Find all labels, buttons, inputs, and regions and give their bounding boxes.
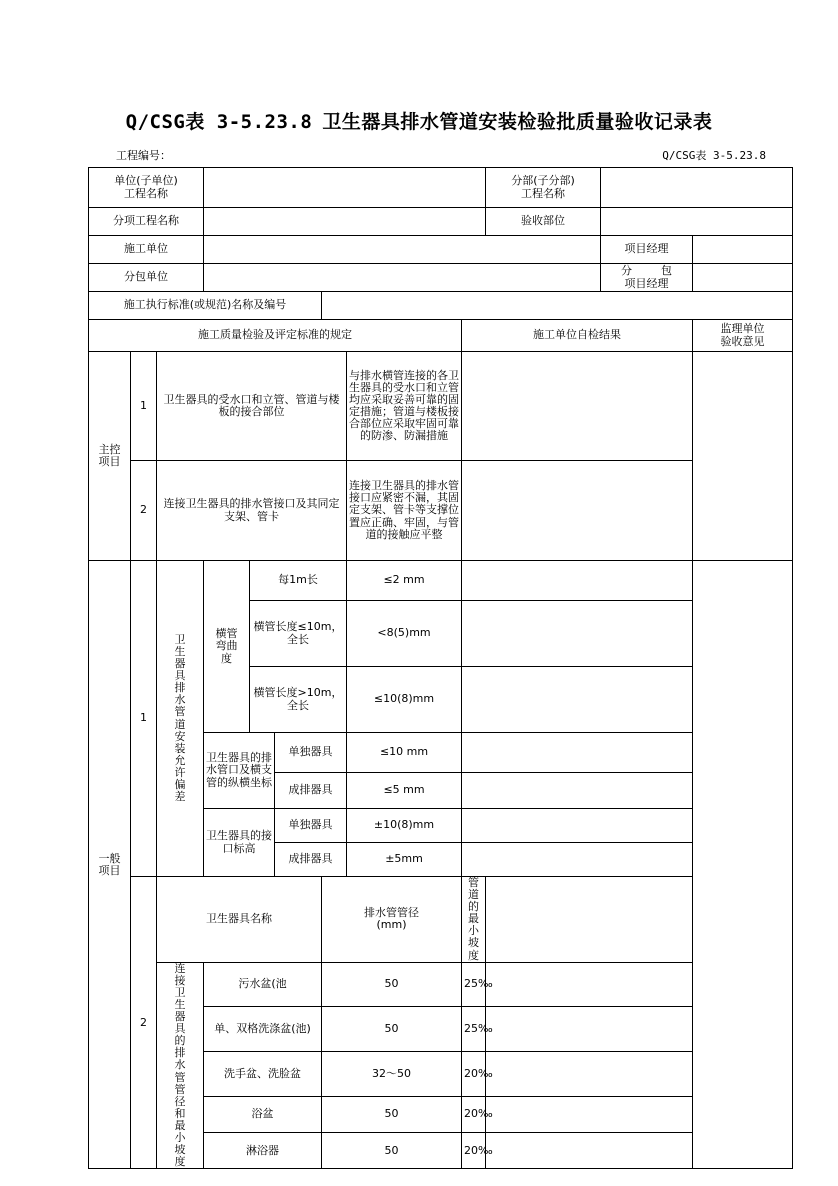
fixture-name: 淋浴器 (204, 1133, 322, 1169)
acceptance-part-field[interactable] (601, 208, 793, 236)
supervision-column-header: 监理单位 验收意见 (693, 320, 793, 352)
fixture-self-check[interactable] (486, 1133, 793, 1169)
fixture-self-check[interactable] (486, 1052, 793, 1097)
main-item-2-requirement: 连接卫生器具的排水管接口应紧密不漏，其固定支架、管卡等支撑位置应正确、牢固，与管道的接触应平整 (347, 461, 462, 561)
per-meter-value: ≤2 mm (347, 561, 462, 601)
slope-column-header: 管道的最小坡度 (462, 877, 486, 963)
coordinate-single-label: 单独器具 (275, 733, 347, 773)
standard-label: 施工执行标准(或规范)名称及编号 (89, 292, 322, 320)
fixture-self-check[interactable] (486, 1007, 793, 1052)
subcontract-unit-label: 分包单位 (89, 264, 204, 292)
unit-project-name-field[interactable] (204, 168, 486, 208)
length-le10-value: <8(5)mm (347, 601, 462, 667)
elevation-single-label: 单独器具 (275, 809, 347, 843)
fixture-column-header: 卫生器具名称 (157, 877, 322, 963)
main-item-2-no: 2 (131, 461, 157, 561)
coordinate-single-value: ≤10 mm (347, 733, 462, 773)
elevation-label: 卫生器具的接口标高 (204, 809, 275, 877)
fixture-self-check[interactable] (486, 962, 793, 1007)
coordinate-single-self-check[interactable] (462, 733, 693, 773)
main-item-1-name: 卫生器具的受水口和立管、管道与楼板的接合部位 (157, 352, 347, 461)
elevation-single-value: ±10(8)mm (347, 809, 462, 843)
coordinate-row-value: ≤5 mm (347, 773, 462, 809)
fixture-diameter: 50 (322, 1096, 462, 1132)
general-item-1-name: 卫生器具排水管道安装允许偏差 (157, 561, 204, 877)
spec-column-header: 施工质量检验及评定标准的规定 (89, 320, 462, 352)
unit-project-name-label: 单位(子单位) 工程名称 (89, 168, 204, 208)
general-item-1-no: 1 (131, 561, 157, 877)
sub-project-manager-label: 分 包 项目经理 (601, 264, 693, 292)
fixture-name: 洗手盆、洗脸盆 (204, 1052, 322, 1097)
main-item-1-requirement: 与排水横管连接的各卫生器具的受水口和立管均应采取妥善可靠的固定措施；管道与楼板接合部位应采取牢固可靠的防渗、防漏措施 (347, 352, 462, 461)
slope-header-self-check[interactable] (486, 877, 793, 963)
length-gt10-self-check[interactable] (462, 667, 693, 733)
fixture-slope: 25‰ (462, 962, 486, 1007)
project-manager-field[interactable] (693, 236, 793, 264)
elevation-row-label: 成排器具 (275, 843, 347, 877)
coordinate-row-self-check[interactable] (462, 773, 693, 809)
length-le10-self-check[interactable] (462, 601, 693, 667)
sub-project-manager-field[interactable] (693, 264, 793, 292)
fixture-slope: 20‰ (462, 1133, 486, 1169)
length-gt10-label: 横管长度>10m，全长 (250, 667, 347, 733)
title-code: Q/CSG表 3-5.23.8 (125, 111, 313, 133)
item-project-name-field[interactable] (204, 208, 486, 236)
construction-unit-field[interactable] (204, 236, 601, 264)
fixture-slope: 20‰ (462, 1052, 486, 1097)
general-item-2-name: 连接卫生器具的排水管管径和最小坡度 (157, 962, 204, 1169)
fixture-slope: 20‰ (462, 1096, 486, 1132)
subcontract-unit-field[interactable] (204, 264, 601, 292)
fixture-name: 单、双格洗涤盆(池) (204, 1007, 322, 1052)
coordinate-label: 卫生器具的排水管口及横支管的纵横坐标 (204, 733, 275, 809)
self-check-column-header: 施工单位自检结果 (462, 320, 693, 352)
acceptance-record-table (88, 167, 793, 1169)
elevation-row-value: ±5mm (347, 843, 462, 877)
title-text: 卫生器具排水管道安装检验批质量验收记录表 (322, 111, 713, 133)
acceptance-part-label: 验收部位 (486, 208, 601, 236)
main-control-label: 主控项目 (89, 352, 131, 561)
general-item-2-no: 2 (131, 877, 157, 1169)
standard-field[interactable] (322, 292, 793, 320)
page-title (0, 107, 838, 134)
sub-project-name-field[interactable] (601, 168, 793, 208)
bend-label: 横管弯曲度 (204, 561, 250, 733)
construction-unit-label: 施工单位 (89, 236, 204, 264)
fixture-diameter: 32～50 (322, 1052, 462, 1097)
item-project-name-label: 分项工程名称 (89, 208, 204, 236)
main-item-2-name: 连接卫生器具的排水管接口及其同定支架、管卡 (157, 461, 347, 561)
main-item-1-no: 1 (131, 352, 157, 461)
fixture-name: 浴盆 (204, 1096, 322, 1132)
fixture-name: 污水盆(池 (204, 962, 322, 1007)
per-meter-self-check[interactable] (462, 561, 693, 601)
project-number-label: 工程编号： (116, 149, 171, 162)
diameter-column-header: 排水管管径 (mm) (322, 877, 462, 963)
fixture-self-check[interactable] (486, 1096, 793, 1132)
fixture-diameter: 50 (322, 1007, 462, 1052)
coordinate-row-label: 成排器具 (275, 773, 347, 809)
general-label: 一般项目 (89, 561, 131, 1169)
length-gt10-value: ≤10(8)mm (347, 667, 462, 733)
fixture-slope: 25‰ (462, 1007, 486, 1052)
fixture-diameter: 50 (322, 962, 462, 1007)
elevation-row-self-check[interactable] (462, 843, 693, 877)
project-manager-label: 项目经理 (601, 236, 693, 264)
per-meter-label: 每1m长 (250, 561, 347, 601)
sub-project-name-label: 分部(子分部) 工程名称 (486, 168, 601, 208)
form-code: Q/CSG表 3-5.23.8 (662, 149, 766, 162)
length-le10-label: 横管长度≤10m，全长 (250, 601, 347, 667)
elevation-single-self-check[interactable] (462, 809, 693, 843)
main-item-1-self-check[interactable] (462, 352, 693, 461)
main-item-2-self-check[interactable] (462, 461, 693, 561)
fixture-diameter: 50 (322, 1133, 462, 1169)
main-control-supervision[interactable] (693, 352, 793, 561)
